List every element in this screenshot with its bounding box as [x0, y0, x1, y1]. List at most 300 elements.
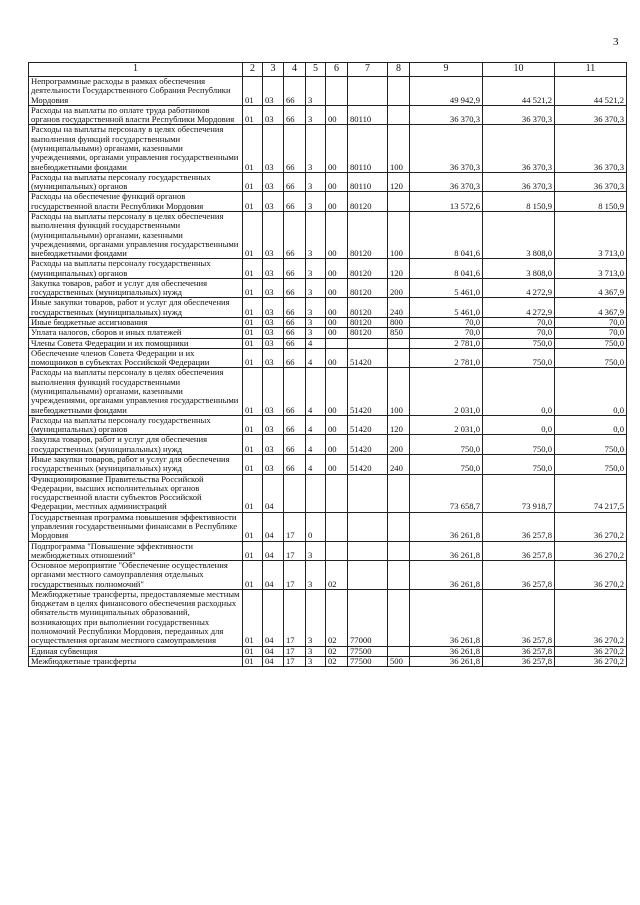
- subsection-code: 04: [263, 541, 284, 561]
- expense-type-code: 100: [388, 368, 410, 415]
- amount-year-2: 3 808,0: [483, 211, 555, 258]
- row-description: Обеспечение членов Совета Федерации и их помощников в субъектах Российской Федерации: [29, 348, 243, 368]
- amount-year-1: 36 261,8: [410, 589, 483, 646]
- activity-code: 00: [326, 348, 348, 368]
- program-code: 17: [284, 646, 306, 656]
- section-code: 01: [243, 561, 263, 590]
- row-description: Расходы на выплаты персоналу в целях обеспечения выполнения функций государственными (муниципальными) органами, казенными учреждениями, органами управления государственными внебюджетными фондами: [29, 125, 243, 172]
- target-article-code: 51420: [348, 348, 388, 368]
- page-number: 3: [613, 36, 619, 48]
- subsection-code: 03: [263, 192, 284, 212]
- amount-year-2: 36 257,8: [483, 512, 555, 541]
- amount-year-1: 49 942,9: [410, 77, 483, 106]
- column-header: 6: [326, 63, 348, 77]
- program-code: 17: [284, 561, 306, 590]
- table-row: [29, 192, 627, 212]
- header-row: [29, 63, 627, 77]
- column-header: 4: [284, 63, 306, 77]
- column-header: 11: [555, 63, 627, 77]
- target-article-code: 80110: [348, 105, 388, 125]
- row-description: Расходы на выплаты персоналу государственных (муниципальных) органов: [29, 259, 243, 279]
- amount-year-1: 8 041,6: [410, 211, 483, 258]
- expense-type-code: [388, 512, 410, 541]
- program-code: 17: [284, 541, 306, 561]
- activity-code: 00: [326, 125, 348, 172]
- column-header: 5: [306, 63, 326, 77]
- activity-code: 00: [326, 105, 348, 125]
- table-row: [29, 656, 627, 666]
- expense-type-code: 240: [388, 298, 410, 318]
- section-code: 01: [243, 338, 263, 348]
- activity-code: 00: [326, 454, 348, 474]
- expense-type-code: [388, 474, 410, 512]
- row-description: Уплата налогов, сборов и иных платежей: [29, 328, 243, 338]
- subprogram-code: 4: [306, 415, 326, 435]
- program-code: 66: [284, 348, 306, 368]
- subsection-code: 03: [263, 338, 284, 348]
- activity-code: [326, 474, 348, 512]
- table-row: [29, 435, 627, 455]
- expense-type-code: 500: [388, 656, 410, 666]
- expense-type-code: [388, 192, 410, 212]
- target-article-code: [348, 474, 388, 512]
- table-row: [29, 348, 627, 368]
- subprogram-code: 3: [306, 192, 326, 212]
- section-code: 01: [243, 105, 263, 125]
- amount-year-2: 70,0: [483, 328, 555, 338]
- section-code: 01: [243, 298, 263, 318]
- section-code: 01: [243, 278, 263, 298]
- amount-year-3: 750,0: [555, 435, 627, 455]
- section-code: 01: [243, 646, 263, 656]
- row-description: Основное мероприятие "Обеспечение осуществления органами местного самоуправления отдельных государственных полномочий": [29, 561, 243, 590]
- amount-year-1: 36 261,8: [410, 512, 483, 541]
- subsection-code: 03: [263, 328, 284, 338]
- target-article-code: 77500: [348, 656, 388, 666]
- amount-year-1: 36 370,3: [410, 125, 483, 172]
- row-description: Расходы на выплаты персоналу в целях обеспечения выполнения функций государственными (муниципальными) органами, казенными учреждениями, органами управления государственными внебюджетными фондами: [29, 211, 243, 258]
- subprogram-code: 3: [306, 541, 326, 561]
- activity-code: 00: [326, 368, 348, 415]
- row-description: Межбюджетные трансферты, предоставляемые местным бюджетам в целях финансового обеспечения расходных обязательств муниципальных образований, возникающих при выполнении государственных полномочий Республики Мордовия, переданных для осуществления органам местного самоуправления: [29, 589, 243, 646]
- program-code: 66: [284, 172, 306, 192]
- expense-type-code: 200: [388, 435, 410, 455]
- amount-year-3: 0,0: [555, 415, 627, 435]
- program-code: 66: [284, 435, 306, 455]
- target-article-code: 80110: [348, 125, 388, 172]
- expense-type-code: 120: [388, 415, 410, 435]
- table-row: [29, 318, 627, 328]
- expense-type-code: 850: [388, 328, 410, 338]
- target-article-code: [348, 338, 388, 348]
- amount-year-2: 70,0: [483, 318, 555, 328]
- amount-year-2: 44 521,2: [483, 77, 555, 106]
- row-description: Иные бюджетные ассигнования: [29, 318, 243, 328]
- amount-year-3: 750,0: [555, 348, 627, 368]
- row-description: Расходы на выплаты по оплате труда работников органов государственной власти Республики Мордовия: [29, 105, 243, 125]
- row-description: Расходы на выплаты персоналу государственных (муниципальных) органов: [29, 172, 243, 192]
- subprogram-code: 3: [306, 125, 326, 172]
- budget-table: [28, 62, 627, 667]
- expense-type-code: [388, 646, 410, 656]
- subsection-code: 03: [263, 318, 284, 328]
- subprogram-code: 3: [306, 77, 326, 106]
- row-description: Члены Совета Федерации и их помощники: [29, 338, 243, 348]
- program-code: 66: [284, 125, 306, 172]
- target-article-code: [348, 561, 388, 590]
- amount-year-2: 3 808,0: [483, 259, 555, 279]
- section-code: 01: [243, 474, 263, 512]
- section-code: 01: [243, 541, 263, 561]
- amount-year-3: 36 370,3: [555, 125, 627, 172]
- expense-type-code: 100: [388, 211, 410, 258]
- row-description: Государственная программа повышения эффективности управления государственными финансами в Республике Мордовия: [29, 512, 243, 541]
- expense-type-code: 120: [388, 259, 410, 279]
- target-article-code: 80120: [348, 328, 388, 338]
- subsection-code: 03: [263, 348, 284, 368]
- amount-year-1: 36 261,8: [410, 561, 483, 590]
- amount-year-1: 36 370,3: [410, 172, 483, 192]
- subprogram-code: 3: [306, 259, 326, 279]
- target-article-code: 80120: [348, 318, 388, 328]
- subsection-code: 03: [263, 211, 284, 258]
- amount-year-1: 750,0: [410, 435, 483, 455]
- program-code: 66: [284, 368, 306, 415]
- amount-year-3: 44 521,2: [555, 77, 627, 106]
- section-code: 01: [243, 368, 263, 415]
- amount-year-3: 36 270,2: [555, 589, 627, 646]
- table-row: [29, 77, 627, 106]
- amount-year-2: 36 257,8: [483, 656, 555, 666]
- table-row: [29, 646, 627, 656]
- activity-code: [326, 541, 348, 561]
- section-code: 01: [243, 454, 263, 474]
- subprogram-code: 3: [306, 172, 326, 192]
- column-header: 3: [263, 63, 284, 77]
- amount-year-1: 2 031,0: [410, 415, 483, 435]
- section-code: 01: [243, 415, 263, 435]
- amount-year-2: 36 370,3: [483, 125, 555, 172]
- expense-type-code: 800: [388, 318, 410, 328]
- subsection-code: 03: [263, 298, 284, 318]
- row-description: Закупка товаров, работ и услуг для обеспечения государственных (муниципальных) нужд: [29, 278, 243, 298]
- program-code: 66: [284, 298, 306, 318]
- program-code: 17: [284, 589, 306, 646]
- amount-year-2: 36 370,3: [483, 105, 555, 125]
- table-row: [29, 474, 627, 512]
- column-header: 1: [29, 63, 243, 77]
- subprogram-code: 3: [306, 318, 326, 328]
- amount-year-1: 70,0: [410, 318, 483, 328]
- subprogram-code: 4: [306, 338, 326, 348]
- subsection-code: 04: [263, 512, 284, 541]
- amount-year-3: 70,0: [555, 328, 627, 338]
- column-header: 7: [348, 63, 388, 77]
- subprogram-code: 3: [306, 589, 326, 646]
- amount-year-3: 36 370,3: [555, 172, 627, 192]
- target-article-code: 80120: [348, 278, 388, 298]
- expense-type-code: [388, 348, 410, 368]
- table-row: [29, 278, 627, 298]
- program-code: 17: [284, 656, 306, 666]
- amount-year-2: 0,0: [483, 368, 555, 415]
- amount-year-1: 2 781,0: [410, 338, 483, 348]
- section-code: 01: [243, 77, 263, 106]
- table-row: [29, 259, 627, 279]
- subsection-code: 04: [263, 646, 284, 656]
- subprogram-code: 0: [306, 512, 326, 541]
- subprogram-code: 3: [306, 211, 326, 258]
- row-description: Единая субвенция: [29, 646, 243, 656]
- amount-year-3: 36 270,2: [555, 656, 627, 666]
- amount-year-3: 3 713,0: [555, 211, 627, 258]
- table-row: [29, 589, 627, 646]
- table-row: [29, 338, 627, 348]
- program-code: 17: [284, 512, 306, 541]
- amount-year-1: 13 572,6: [410, 192, 483, 212]
- expense-type-code: [388, 338, 410, 348]
- program-code: 66: [284, 328, 306, 338]
- activity-code: 02: [326, 589, 348, 646]
- amount-year-2: 4 272,9: [483, 298, 555, 318]
- subsection-code: 03: [263, 454, 284, 474]
- section-code: 01: [243, 435, 263, 455]
- amount-year-3: 4 367,9: [555, 298, 627, 318]
- activity-code: [326, 512, 348, 541]
- row-description: Иные закупки товаров, работ и услуг для обеспечения государственных (муниципальных) нужд: [29, 298, 243, 318]
- target-article-code: 80120: [348, 259, 388, 279]
- subprogram-code: 3: [306, 561, 326, 590]
- program-code: 66: [284, 454, 306, 474]
- target-article-code: 51420: [348, 368, 388, 415]
- amount-year-1: 8 041,6: [410, 259, 483, 279]
- activity-code: 02: [326, 656, 348, 666]
- amount-year-3: 0,0: [555, 368, 627, 415]
- program-code: 66: [284, 318, 306, 328]
- expense-type-code: [388, 561, 410, 590]
- section-code: 01: [243, 656, 263, 666]
- amount-year-1: 36 261,8: [410, 646, 483, 656]
- amount-year-3: 36 370,3: [555, 105, 627, 125]
- table-row: [29, 125, 627, 172]
- row-description: Межбюджетные трансферты: [29, 656, 243, 666]
- activity-code: 00: [326, 211, 348, 258]
- amount-year-3: 8 150,9: [555, 192, 627, 212]
- subsection-code: 04: [263, 656, 284, 666]
- table-row: [29, 328, 627, 338]
- amount-year-1: 36 261,8: [410, 541, 483, 561]
- amount-year-2: 36 257,8: [483, 646, 555, 656]
- target-article-code: 80120: [348, 211, 388, 258]
- amount-year-2: 36 257,8: [483, 589, 555, 646]
- table-row: [29, 541, 627, 561]
- amount-year-2: 4 272,9: [483, 278, 555, 298]
- table-row: [29, 561, 627, 590]
- row-description: Расходы на выплаты персоналу государственных (муниципальных) органов: [29, 415, 243, 435]
- column-header: 10: [483, 63, 555, 77]
- activity-code: [326, 77, 348, 106]
- subsection-code: 03: [263, 278, 284, 298]
- section-code: 01: [243, 589, 263, 646]
- activity-code: 00: [326, 415, 348, 435]
- row-description: Функционирование Правительства Российской Федерации, высших исполнительных органов государственной власти субъектов Российской Федерации, местных администраций: [29, 474, 243, 512]
- subprogram-code: 4: [306, 454, 326, 474]
- subsection-code: 03: [263, 259, 284, 279]
- program-code: 66: [284, 259, 306, 279]
- amount-year-2: 750,0: [483, 348, 555, 368]
- table-row: [29, 298, 627, 318]
- amount-year-3: 36 270,2: [555, 561, 627, 590]
- amount-year-1: 5 461,0: [410, 298, 483, 318]
- amount-year-2: 750,0: [483, 338, 555, 348]
- subsection-code: 03: [263, 415, 284, 435]
- subsection-code: 03: [263, 172, 284, 192]
- expense-type-code: [388, 105, 410, 125]
- table-row: [29, 454, 627, 474]
- row-description: Закупка товаров, работ и услуг для обеспечения государственных (муниципальных) нужд: [29, 435, 243, 455]
- amount-year-2: 8 150,9: [483, 192, 555, 212]
- activity-code: 00: [326, 435, 348, 455]
- amount-year-3: 4 367,9: [555, 278, 627, 298]
- subsection-code: 04: [263, 589, 284, 646]
- program-code: 66: [284, 105, 306, 125]
- subprogram-code: 3: [306, 105, 326, 125]
- row-description: Непрограммные расходы в рамках обеспечения деятельности Государственного Собрания Республики Мордовия: [29, 77, 243, 106]
- table-row: [29, 172, 627, 192]
- amount-year-3: 36 270,2: [555, 541, 627, 561]
- expense-type-code: [388, 589, 410, 646]
- amount-year-2: 36 257,8: [483, 561, 555, 590]
- table-row: [29, 211, 627, 258]
- subprogram-code: 3: [306, 646, 326, 656]
- section-code: 01: [243, 211, 263, 258]
- section-code: 01: [243, 318, 263, 328]
- target-article-code: 80120: [348, 192, 388, 212]
- subprogram-code: [306, 474, 326, 512]
- program-code: 66: [284, 415, 306, 435]
- row-description: Расходы на выплаты персоналу в целях обеспечения выполнения функций государственными (муниципальными) органами, казенными учреждениями, органами управления государственными внебюджетными фондами: [29, 368, 243, 415]
- activity-code: 00: [326, 192, 348, 212]
- expense-type-code: 100: [388, 125, 410, 172]
- table-row: [29, 415, 627, 435]
- target-article-code: 51420: [348, 435, 388, 455]
- target-article-code: [348, 77, 388, 106]
- subprogram-code: 4: [306, 435, 326, 455]
- column-header: 9: [410, 63, 483, 77]
- target-article-code: [348, 541, 388, 561]
- program-code: 66: [284, 211, 306, 258]
- table-row: [29, 368, 627, 415]
- subprogram-code: 4: [306, 348, 326, 368]
- column-header: 8: [388, 63, 410, 77]
- amount-year-1: 73 658,7: [410, 474, 483, 512]
- subsection-code: 03: [263, 368, 284, 415]
- activity-code: 00: [326, 328, 348, 338]
- activity-code: 00: [326, 278, 348, 298]
- row-description: Подпрограмма "Повышение эффективности межбюджетных отношений": [29, 541, 243, 561]
- amount-year-2: 36 370,3: [483, 172, 555, 192]
- activity-code: 00: [326, 172, 348, 192]
- expense-type-code: 240: [388, 454, 410, 474]
- program-code: [284, 474, 306, 512]
- program-code: 66: [284, 192, 306, 212]
- target-article-code: 77500: [348, 646, 388, 656]
- amount-year-3: 70,0: [555, 318, 627, 328]
- activity-code: 00: [326, 298, 348, 318]
- subprogram-code: 3: [306, 656, 326, 666]
- amount-year-1: 36 261,8: [410, 656, 483, 666]
- expense-type-code: [388, 541, 410, 561]
- amount-year-3: 36 270,2: [555, 512, 627, 541]
- table-row: [29, 512, 627, 541]
- amount-year-3: 750,0: [555, 454, 627, 474]
- activity-code: 02: [326, 561, 348, 590]
- amount-year-1: 2 781,0: [410, 348, 483, 368]
- amount-year-2: 0,0: [483, 415, 555, 435]
- activity-code: [326, 338, 348, 348]
- section-code: 01: [243, 328, 263, 338]
- activity-code: 00: [326, 318, 348, 328]
- section-code: 01: [243, 259, 263, 279]
- section-code: 01: [243, 172, 263, 192]
- amount-year-1: 36 370,3: [410, 105, 483, 125]
- subprogram-code: 4: [306, 368, 326, 415]
- column-header: 2: [243, 63, 263, 77]
- subsection-code: 03: [263, 77, 284, 106]
- amount-year-2: 73 918,7: [483, 474, 555, 512]
- expense-type-code: 120: [388, 172, 410, 192]
- section-code: 01: [243, 125, 263, 172]
- target-article-code: 77000: [348, 589, 388, 646]
- subprogram-code: 3: [306, 328, 326, 338]
- activity-code: 02: [326, 646, 348, 656]
- amount-year-1: 5 461,0: [410, 278, 483, 298]
- subprogram-code: 3: [306, 298, 326, 318]
- amount-year-1: 2 031,0: [410, 368, 483, 415]
- target-article-code: 51420: [348, 454, 388, 474]
- program-code: 66: [284, 338, 306, 348]
- subsection-code: 03: [263, 435, 284, 455]
- target-article-code: 51420: [348, 415, 388, 435]
- amount-year-2: 750,0: [483, 435, 555, 455]
- target-article-code: [348, 512, 388, 541]
- section-code: 01: [243, 512, 263, 541]
- subsection-code: 04: [263, 474, 284, 512]
- amount-year-2: 36 257,8: [483, 541, 555, 561]
- table-body: [29, 77, 627, 667]
- section-code: 01: [243, 192, 263, 212]
- subsection-code: 03: [263, 105, 284, 125]
- amount-year-3: 74 217,5: [555, 474, 627, 512]
- subsection-code: 04: [263, 561, 284, 590]
- amount-year-3: 36 270,2: [555, 646, 627, 656]
- subsection-code: 03: [263, 125, 284, 172]
- row-description: Иные закупки товаров, работ и услуг для обеспечения государственных (муниципальных) нужд: [29, 454, 243, 474]
- amount-year-3: 750,0: [555, 338, 627, 348]
- amount-year-3: 3 713,0: [555, 259, 627, 279]
- expense-type-code: [388, 77, 410, 106]
- target-article-code: 80110: [348, 172, 388, 192]
- subprogram-code: 3: [306, 278, 326, 298]
- row-description: Расходы на обеспечение функций органов государственной власти Республики Мордовия: [29, 192, 243, 212]
- amount-year-1: 750,0: [410, 454, 483, 474]
- amount-year-2: 750,0: [483, 454, 555, 474]
- section-code: 01: [243, 348, 263, 368]
- target-article-code: 80120: [348, 298, 388, 318]
- amount-year-1: 70,0: [410, 328, 483, 338]
- table-row: [29, 105, 627, 125]
- activity-code: 00: [326, 259, 348, 279]
